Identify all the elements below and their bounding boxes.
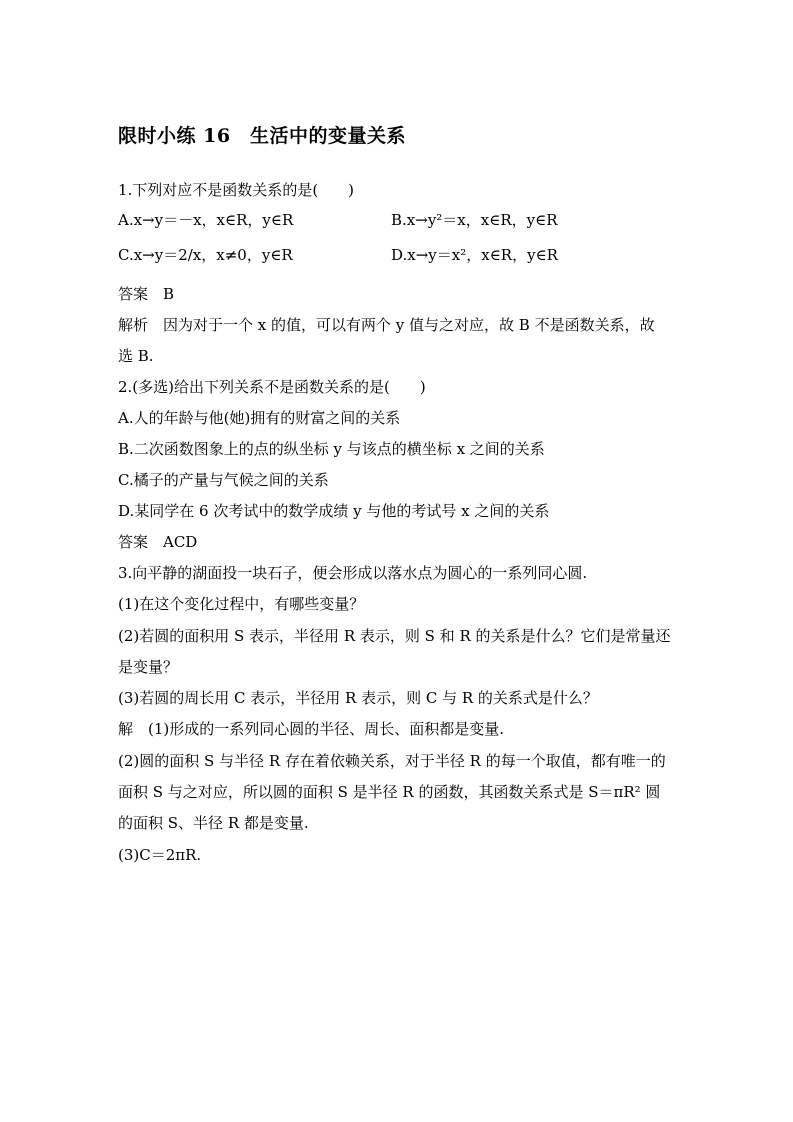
q1-analysis-line-2: 选 B. [118,347,154,365]
q1-option-b: B.x→y²＝x，x∈R，y∈R [391,211,558,229]
q3-solution-3: (3)C＝2πR. [118,846,202,864]
q3-part-2-line-2: 是变量？ [118,658,179,676]
q1-stem: 1.下列对应不是函数关系的是( ) [118,181,355,199]
q2-option-a: A.人的年龄与他(她)拥有的财富之间的关系 [118,409,401,427]
page-title: 限时小练 16 生活中的变量关系 [118,125,407,147]
q2-answer: 答案 ACD [118,533,198,551]
q3-part-3: (3)若圆的周长用 C 表示，半径用 R 表示，则 C 与 R 的关系式是什么？ [118,689,598,707]
q2-stem: 2.(多选)给出下列关系不是函数关系的是( ) [118,378,426,396]
q3-stem: 3.向平静的湖面投一块石子，便会形成以落水点为圆心的一系列同心圆. [118,564,588,582]
q3-part-2-line-1: (2)若圆的面积用 S 表示，半径用 R 表示，则 S 和 R 的关系是什么？它们是常量还 [118,627,671,645]
q3-solution-1: 解 (1)形成的一系列同心圆的半径、周长、面积都是变量. [118,720,505,738]
q2-option-c: C.橘子的产量与气候之间的关系 [118,471,329,489]
q1-option-d: D.x→y＝x²，x∈R，y∈R [391,246,558,264]
q3-solution-2-line-3: 的面积 S、半径 R 都是变量. [118,814,309,832]
q1-analysis-line-1: 解析 因为对于一个 x 的值，可以有两个 y 值与之对应，故 B 不是函数关系，故 [118,316,655,334]
q3-solution-2-line-2: 面积 S 与之对应，所以圆的面积 S 是半径 R 的函数，其函数关系式是 S＝πR² 圆 [118,783,661,801]
q2-option-d: D.某同学在 6 次考试中的数学成绩 y 与他的考试号 x 之间的关系 [118,502,550,520]
q1-answer: 答案 B [118,285,175,303]
q2-option-b: B.二次函数图象上的点的纵坐标 y 与该点的横坐标 x 之间的关系 [118,440,545,458]
q1-option-c: C.x→y＝2/x，x≠0，y∈R [118,246,293,264]
q3-solution-2-line-1: (2)圆的面积 S 与半径 R 存在着依赖关系，对于半径 R 的每一个取值，都有唯一的 [118,752,666,770]
q1-option-a: A.x→y＝－x，x∈R，y∈R [118,211,294,229]
q3-part-1: (1)在这个变化过程中，有哪些变量？ [118,595,365,613]
